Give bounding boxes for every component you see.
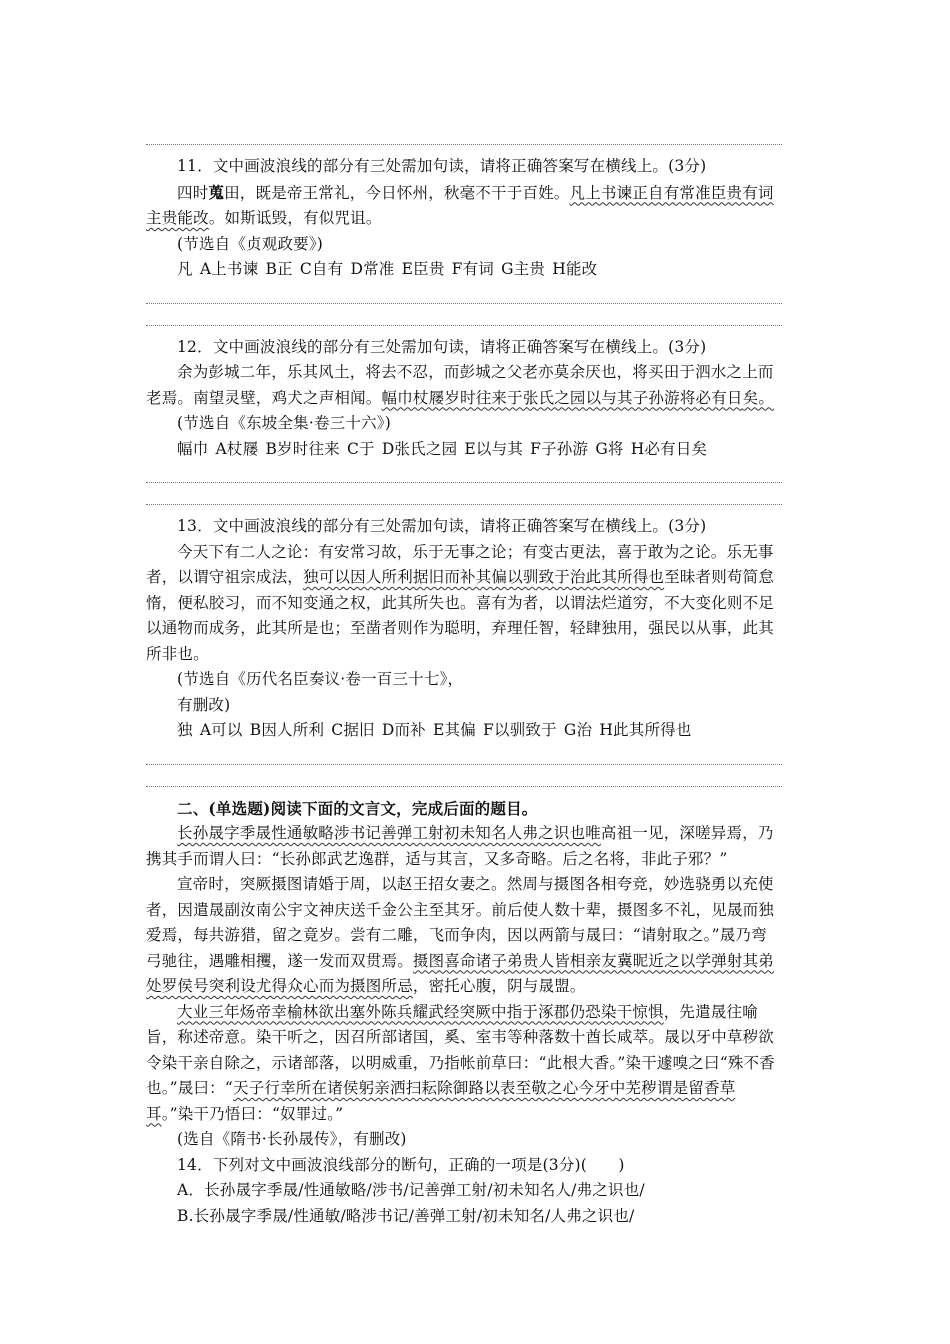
answer-line xyxy=(146,325,782,326)
question-11-options: 凡 A上书谏 B正 C自有 D常准 E臣贵 F有词 G主贵 H能改 xyxy=(177,260,598,278)
wavy-underlined-text: 大业三年炀帝幸榆林欲出塞外陈兵耀武经突厥中指于涿郡仍恐染干惊惧 xyxy=(177,1002,664,1021)
wavy-underlined-text: 矣。 xyxy=(742,388,775,407)
question-12-source: (节选自《东坡全集·卷三十六》) xyxy=(177,414,391,432)
document-page xyxy=(146,130,782,1229)
passage-text: 今天下有二人之论：有安常习故，乐于无事之论；有变古更法，喜于敢为之论。乐无事者，以谓守祖宗成法， xyxy=(146,542,774,586)
answer-line xyxy=(146,504,782,505)
section-2-heading: 二、(单选题)阅读下面的文言文，完成后面的题目。 xyxy=(177,798,538,818)
question-11-source: (节选自《贞观政要》) xyxy=(177,234,324,253)
passage-text: 。如斯诋毁，有似咒诅。 xyxy=(208,209,382,227)
question-13-passage xyxy=(146,540,782,668)
question-13-title: 13．文中画波浪线的部分有三处需加句读，请将正确答案写在横线上。(3分) xyxy=(177,517,707,535)
question-12-passage xyxy=(146,360,782,411)
wavy-underlined-text: 幅巾杖屦岁时往来于张氏之园以与其子孙游将必有日 xyxy=(381,388,743,407)
passage-text: ，密托心腹，阴与晟盟。 xyxy=(412,977,586,995)
passage-text: 四时 xyxy=(177,183,209,202)
passage-text: 余为彭城二年，乐其风土，将去不忍，而彭城之父老亦莫余厌也，将买田于泗水之上而老焉。南望灵壁，鸡犬之声相闻。 xyxy=(146,363,774,407)
question-13-source-cont: 有删改) xyxy=(177,695,231,714)
passage-text: 。”染干乃悟曰：“奴罪过。” xyxy=(161,1104,344,1123)
question-14-title: 14．下列对文中画波浪线部分的断句，正确的一项是(3分)( ) xyxy=(177,1155,625,1174)
section-2-source: (选自《隋书·长孙晟传》，有删改) xyxy=(177,1130,407,1148)
passage-text: 田，既是帝王常礼，今日怀州，秋毫不干于百姓。 xyxy=(224,183,570,202)
wavy-underlined-text: 凡上书谏正自有常准臣贵有词主贵能改 xyxy=(146,183,774,227)
question-13-options: 独 A可以 B因人所利 C据旧 D而补 E其偏 F以驯致于 G治 H此其所得也 xyxy=(177,721,692,739)
question-13-source: (节选自《历代名臣奏议·卷一百三十七》， xyxy=(177,670,464,688)
wavy-underlined-text: 独可以因人所利据旧而补其偏以驯致于治此其所得也 xyxy=(303,568,665,586)
wavy-underlined-text: 天子行幸所在诸侯躬亲洒扫耘除御路以表至敬之心今牙中芜秽谓是留香草耳 xyxy=(146,1079,736,1123)
answer-line-top xyxy=(146,144,782,145)
passage-text: 宣帝时，突厥摄图请婚于周，以赵王招女妻之。然周与摄图各相夸竞，妙选骁勇以充使者，因遣晟副汝南公宇文神庆送千金公主至其牙。前后使人数十辈，摄图多不礼，见晟而独爱焉，每共游猎，留之竟岁。尝有二雕，飞而争肉，因以两箭与晟曰：“请射取之。”晟乃弯弓驰往，遇雕相攫，遂一发而双贯焉。 xyxy=(146,875,775,970)
wavy-underlined-text: 摄图喜命诸子弟贵人皆相亲友冀昵近之以学弹射其弟处罗侯号突利设尤得众心而为摄图所忌 xyxy=(146,951,775,995)
passage-text: 高祖一见，深嗟异焉，乃携其手而谓人曰：“长孙郎武艺逸群，适与其言，又多奇略。后之名将，非此子邪？” xyxy=(146,824,774,868)
passage-text: ，先遣晟往喻旨，称述帝意。染干听之，因召所部诸国，奚、室韦等种落数十酋长咸萃。晟以牙中草秽欲令染干亲自除之，示诸部落，以明威重，乃指帐前草曰：“此根大香。”染干遽嗅之曰“殊不香也。”晟曰：“ xyxy=(146,1002,775,1097)
question-11-passage xyxy=(146,180,782,232)
question-14-option-a: A．长孙晟字季晟/性通敏略/涉书/记善弹工射/初未知名人/弗之识也/ xyxy=(177,1181,645,1199)
question-11-title: 11．文中画波浪线的部分有三处需加句读，请将正确答案写在横线上。(3分) xyxy=(177,157,707,175)
passage-emphasized-char: 蒐 xyxy=(208,182,225,202)
question-12-title: 12．文中画波浪线的部分有三处需加句读，请将正确答案写在横线上。(3分) xyxy=(177,337,707,356)
question-12-options: 幅巾 A杖屦 B岁时往来 C于 D张氏之园 E以与其 F子孙游 G将 H必有日矣 xyxy=(177,439,708,458)
wavy-underlined-text: 长孙晟字季晟性通敏略涉书记善弹工射初未知名人弗之识也唯 xyxy=(177,824,601,842)
question-14-option-b: B.长孙晟字季晟/性通敏/略涉书记/善弹工射/初未知名/人弗之识也/ xyxy=(177,1206,635,1225)
passage-text: 至昧者则苟简怠惰，便私胶习，而不知变通之权，此其所失也。喜有为者，以谓法烂道穷，不大变化则不足以通物而成务，此其所是也；至凿者则作为聪明，弃理任智，轻肆独用，强民以从事，此其所非也。 xyxy=(146,568,775,663)
section-2-paragraph-1 xyxy=(146,821,782,872)
section-2-paragraph-3 xyxy=(146,1000,782,1128)
answer-line xyxy=(146,786,782,787)
section-2-paragraph-2 xyxy=(146,872,782,1000)
